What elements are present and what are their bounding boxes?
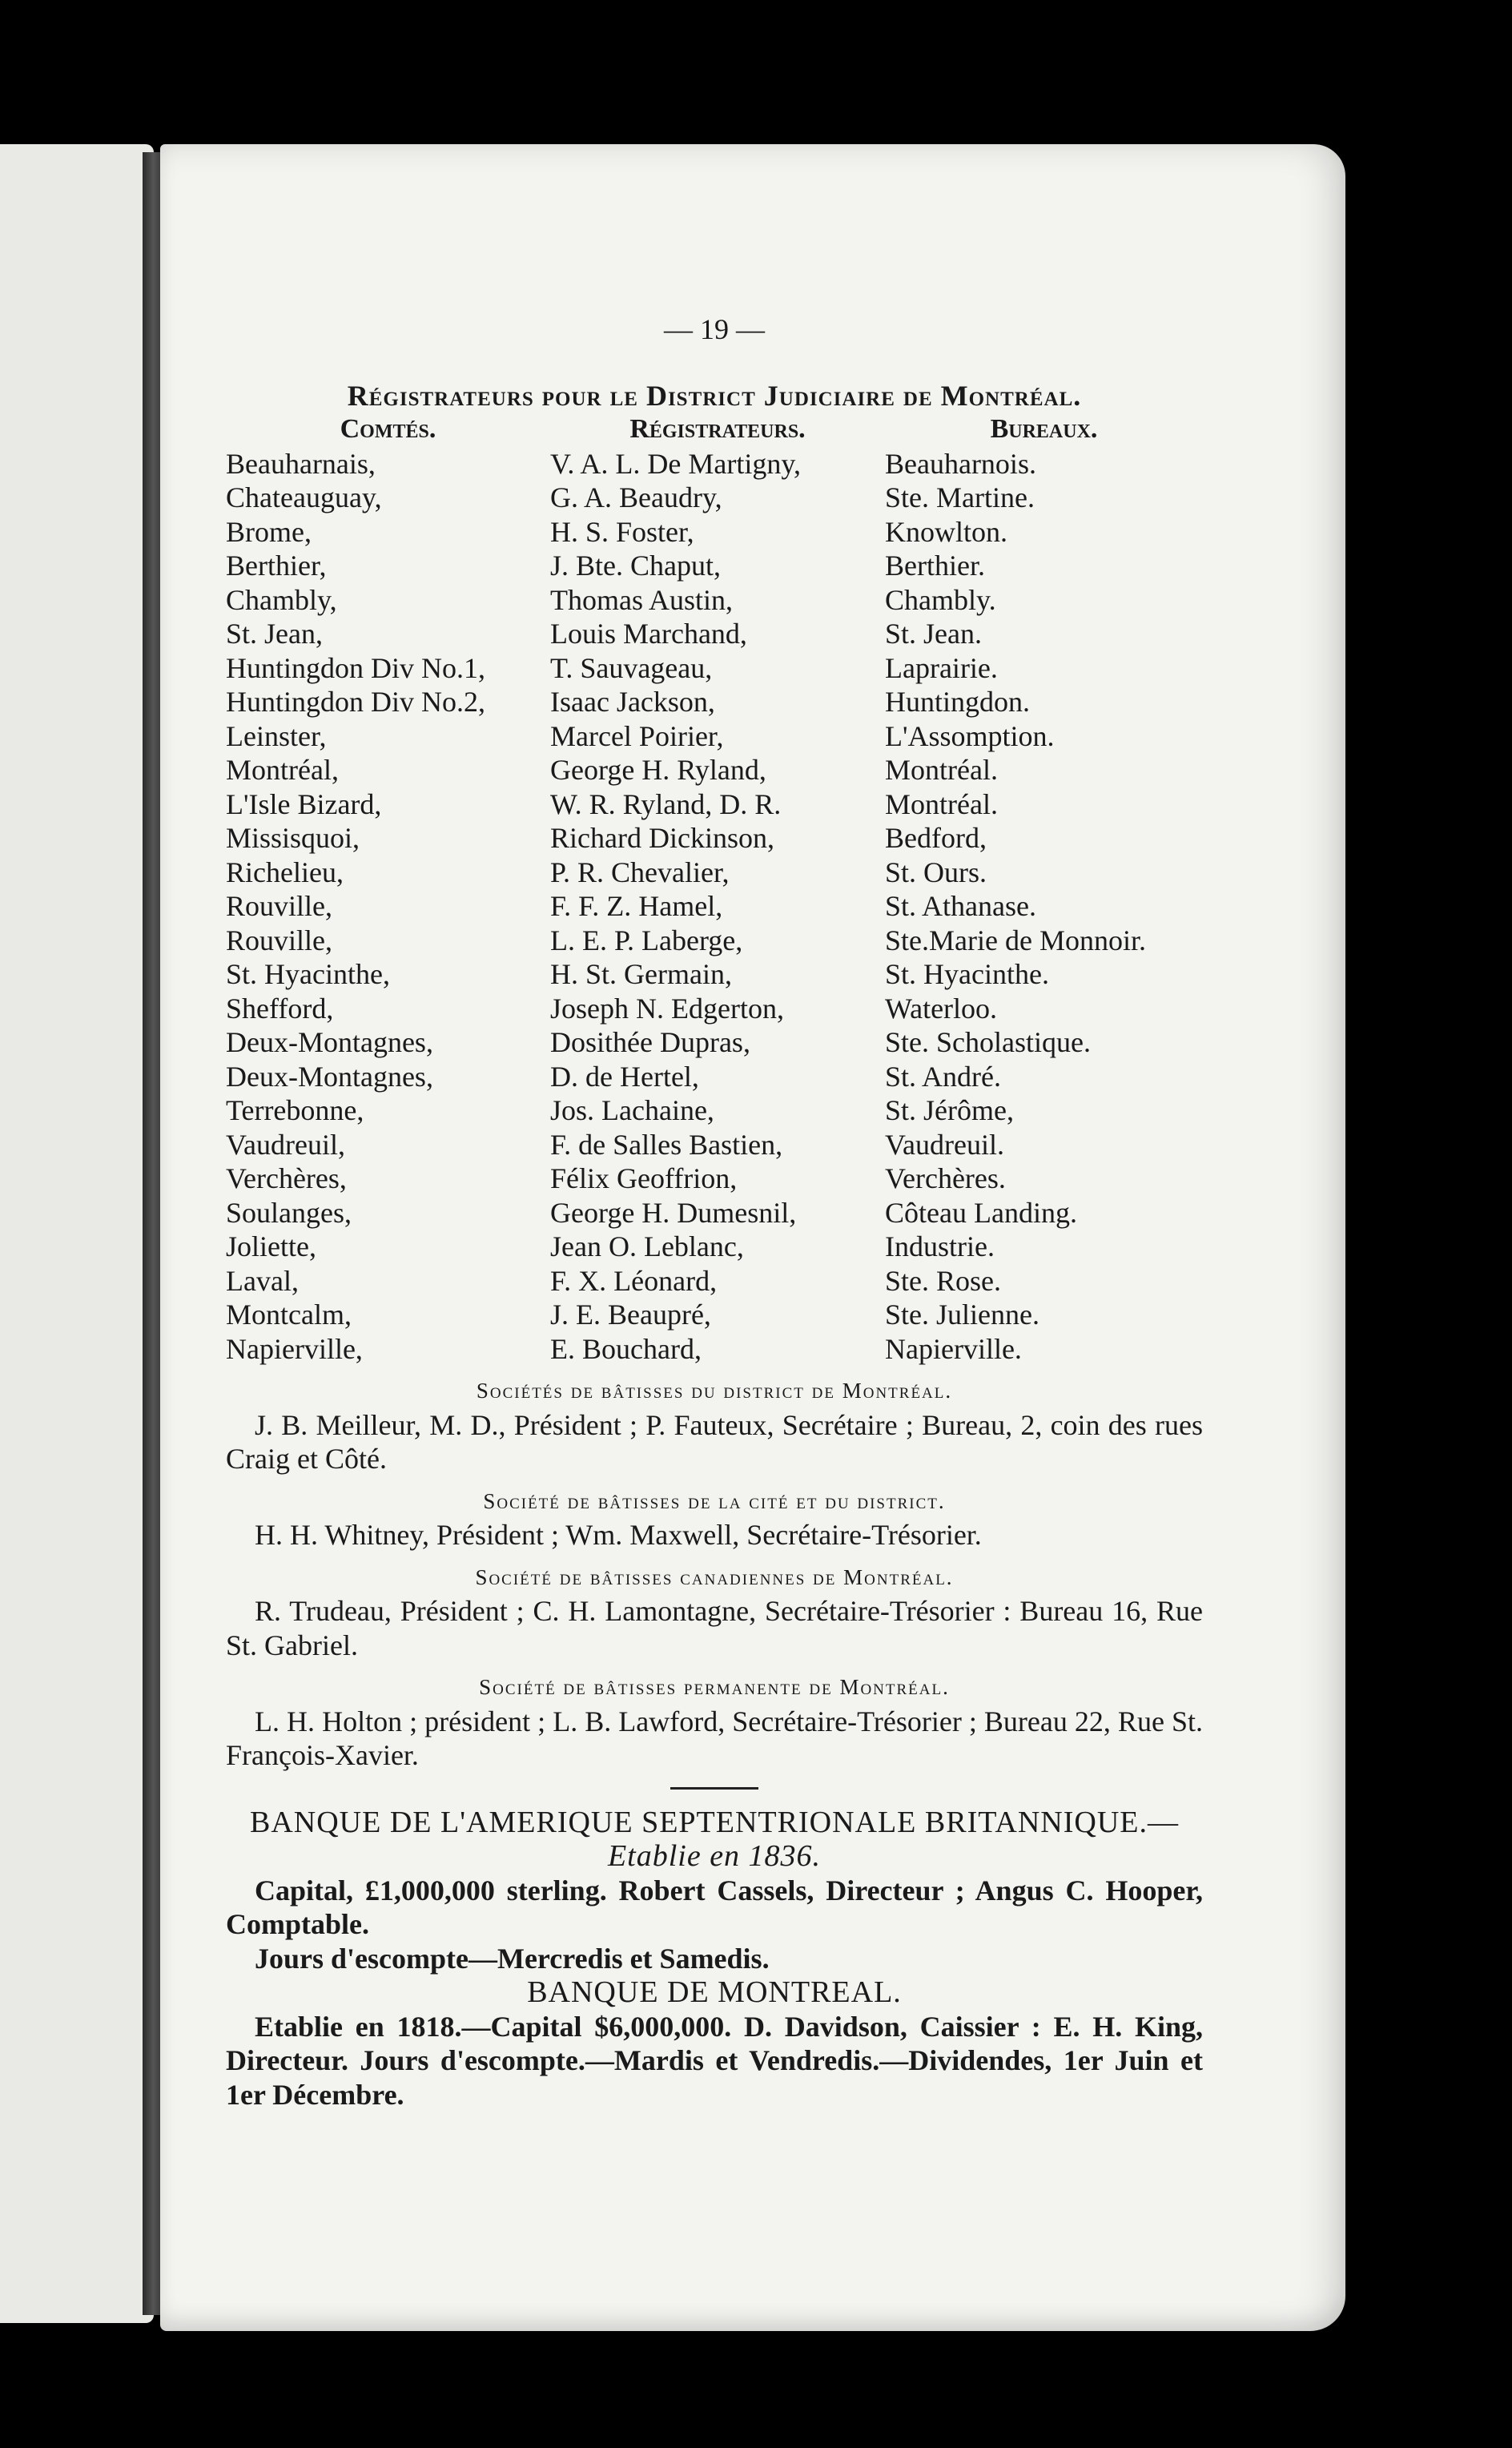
main-heading: Régistrateurs pour le District Judiciaire de Montréal. [347,379,1082,412]
registrar-table-body [226,447,1203,1367]
office-cell: Montréal. [885,754,998,786]
registrar-cell: W. R. Ryland, D. R. [550,787,782,820]
county-cell: Laval, [226,1264,299,1297]
table-row [226,924,1203,958]
registrar-cell: D. de Hertel, [550,1060,699,1093]
office-cell: St. Hyacinthe. [885,958,1049,990]
county-cell: Chambly, [226,583,337,616]
office-cell: St. André. [885,1060,1002,1093]
table-row [226,856,1203,890]
registrar-cell: Thomas Austin, [550,583,734,616]
office-cell: St. Athanase. [885,890,1036,922]
office-cell: Vaudreuil. [885,1128,1004,1161]
office-cell: St. Jean. [885,618,982,650]
office-cell: Ste. Julienne. [885,1298,1040,1331]
registrar-cell: Jos. Lachaine, [550,1094,714,1126]
society-2-text: H. H. Whitney, Président ; Wm. Maxwell, Secrétaire-Trésorier. [255,1519,982,1551]
table-row [226,515,1203,550]
table-row [226,1025,1203,1060]
office-cell: Laprairie. [885,651,998,684]
table-row [226,617,1203,651]
registrar-cell: L. E. P. Laberge, [550,924,743,956]
society-3-title: Société de bâtisses canadiennes de Montréal. [475,1564,954,1589]
county-cell: Chateauguay, [226,481,382,513]
society-3 [226,1560,1203,1663]
county-cell: Beauharnais, [226,447,376,480]
county-cell: Huntingdon Div No.2, [226,686,485,718]
table-row [226,1230,1203,1264]
registrar-cell: George H. Ryland, [550,754,766,786]
table-row [226,992,1203,1026]
bank-2-title: BANQUE DE MONTREAL. [527,1975,902,2009]
office-cell: Chambly. [885,583,996,616]
society-4-text: L. H. Holton ; président ; L. B. Lawford, Secrétaire-Trésorier ; Bureau 22, Rue St. François-Xavier. [226,1705,1203,1771]
office-cell: L'Assomption. [885,719,1055,752]
table-row [226,719,1203,754]
bank-2-text: Etablie en 1818.—Capital $6,000,000. D. Davidson, Caissier : E. H. King, Directeur. Jours d'escompte.—Mardis et Vendredis.—Dividendes, 1er Juin et 1er Décembre. [226,2010,1203,2111]
registrar-cell: Jean O. Leblanc, [550,1230,744,1262]
registrar-cell: G. A. Beaudry, [550,481,722,513]
bank-1 [226,1806,1203,1976]
registrar-table [226,413,1203,1366]
bank-1-dash: — [1147,1805,1179,1839]
table-row [226,1196,1203,1230]
header-offices: Bureaux. [990,414,1098,444]
county-cell: Shefford, [226,992,334,1025]
office-cell: Côteau Landing. [885,1196,1077,1229]
registrar-cell: J. Bte. Chaput, [550,550,721,582]
table-header-row [226,413,1203,447]
table-row [226,753,1203,787]
registrar-cell: Marcel Poirier, [550,719,724,752]
county-cell: Joliette, [226,1230,316,1262]
registrar-cell: Félix Geoffrion, [550,1162,738,1194]
left-page-edge [0,144,154,2323]
registrar-cell: T. Sauvageau, [550,651,713,684]
registrar-cell: J. E. Beaupré, [550,1298,711,1331]
page-number: — 19 — [664,313,765,345]
table-row [226,1332,1203,1367]
section-divider [670,1787,758,1790]
table-row [226,889,1203,924]
office-cell: Napierville. [885,1332,1022,1365]
society-1 [226,1374,1203,1476]
bank-1-title: BANQUE DE L'AMERIQUE SEPTENTRIONALE BRITANNIQUE. [250,1805,1148,1839]
society-2 [226,1484,1203,1552]
county-cell: Deux-Montagnes, [226,1060,433,1093]
table-row [226,549,1203,583]
society-1-title: Sociétés de bâtisses du district de Montréal. [476,1379,953,1403]
county-cell: Napierville, [226,1332,363,1365]
table-row [226,583,1203,618]
table-row [226,481,1203,515]
registrar-cell: E. Bouchard, [550,1332,702,1365]
table-row [226,957,1203,992]
office-cell: Industrie. [885,1230,995,1262]
table-row [226,1298,1203,1332]
bank-1-established: Etablie en 1836. [607,1839,822,1873]
county-cell: Vaudreuil, [226,1128,345,1161]
table-row [226,821,1203,856]
county-cell: St. Hyacinthe, [226,958,390,990]
office-cell: Beauharnois. [885,447,1036,480]
registrar-cell: P. R. Chevalier, [550,856,730,888]
county-cell: Missisquoi, [226,822,360,854]
county-cell: Richelieu, [226,856,344,888]
registrar-cell: V. A. L. De Martigny, [550,447,801,480]
society-3-text: R. Trudeau, Président ; C. H. Lamontagne, Secrétaire-Trésorier : Bureau 16, Rue St. Gabriel. [226,1595,1203,1661]
registrar-cell: Dosithée Dupras, [550,1026,750,1058]
table-row [226,787,1203,822]
registrar-cell: F. F. Z. Hamel, [550,890,723,922]
office-cell: Huntingdon. [885,686,1031,718]
office-cell: Ste. Rose. [885,1264,1002,1297]
county-cell: Brome, [226,515,312,548]
county-cell: Leinster, [226,719,327,752]
county-cell: Terrebonne, [226,1094,364,1126]
county-cell: St. Jean, [226,618,323,650]
registrar-cell: Louis Marchand, [550,618,747,650]
county-cell: Berthier, [226,550,327,582]
table-row [226,447,1203,481]
bank-1-text-1: Capital, £1,000,000 sterling. Robert Cassels, Directeur ; Angus C. Hooper, Comptable. [226,1874,1203,1940]
header-registrars: Régistrateurs. [629,414,806,444]
office-cell: Ste.Marie de Monnoir. [885,924,1146,956]
county-cell: Soulanges, [226,1196,352,1229]
table-row [226,1060,1203,1094]
office-cell: Bedford, [885,822,987,854]
office-cell: St. Jérôme, [885,1094,1014,1126]
registrar-cell: F. de Salles Bastien, [550,1128,783,1161]
table-row [226,685,1203,719]
county-cell: Montcalm, [226,1298,352,1331]
county-cell: Rouville, [226,890,332,922]
table-row [226,1264,1203,1298]
registrar-cell: Isaac Jackson, [550,686,715,718]
table-row [226,1128,1203,1162]
office-cell: Montréal. [885,787,998,820]
society-4 [226,1670,1203,1773]
table-row [226,1093,1203,1128]
county-cell: L'Isle Bizard, [226,787,382,820]
office-cell: St. Ours. [885,856,987,888]
society-2-title: Société de bâtisses de la cité et du district. [483,1488,946,1513]
office-cell: Waterloo. [885,992,998,1025]
office-cell: Ste. Scholastique. [885,1026,1091,1058]
office-cell: Verchères. [885,1162,1006,1194]
county-cell: Verchères, [226,1162,347,1194]
registrar-cell: H. S. Foster, [550,515,694,548]
registrar-cell: George H. Dumesnil, [550,1196,797,1229]
society-1-text: J. B. Meilleur, M. D., Président ; P. Fauteux, Secrétaire ; Bureau, 2, coin des rues Craig et Côté. [226,1408,1203,1475]
county-cell: Rouville, [226,924,332,956]
header-counties: Comtés. [340,414,436,444]
county-cell: Deux-Montagnes, [226,1026,433,1058]
office-cell: Knowlton. [885,515,1007,548]
registrar-cell: F. X. Léonard, [550,1264,718,1297]
registrar-cell: H. St. Germain, [550,958,732,990]
bank-2 [226,1975,1203,2112]
society-4-title: Société de bâtisses permanente de Montréal. [479,1675,950,1699]
registrar-cell: Richard Dickinson, [550,822,774,854]
table-row [226,651,1203,686]
page-content [226,312,1203,2112]
book-page [160,144,1345,2331]
office-cell: Berthier. [885,550,985,582]
table-row [226,1162,1203,1196]
county-cell: Huntingdon Div No.1, [226,651,485,684]
bank-1-text-2: Jours d'escompte—Mercredis et Samedis. [255,1942,770,1975]
registrar-cell: Joseph N. Edgerton, [550,992,784,1025]
office-cell: Ste. Martine. [885,481,1035,513]
county-cell: Montréal, [226,754,339,786]
